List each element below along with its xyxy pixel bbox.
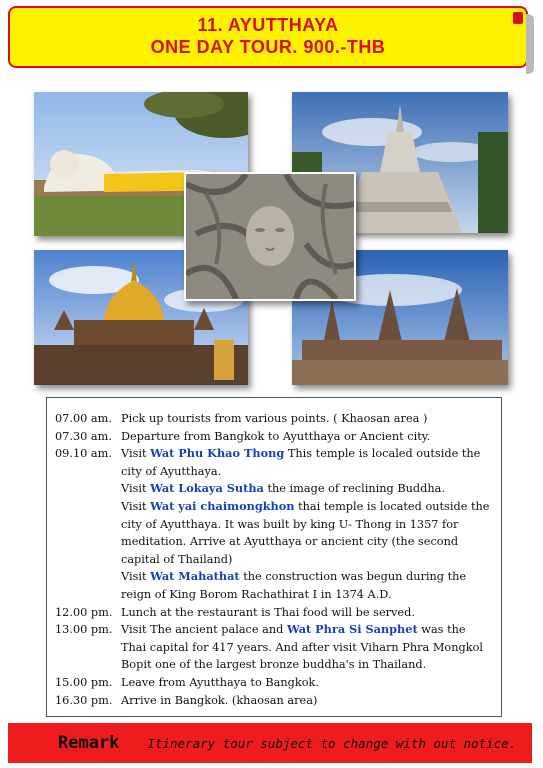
itinerary-row	[47, 621, 501, 674]
remark-text: Itinerary tour subject to change with out notice.	[147, 735, 517, 751]
itinerary-time: 12.00 pm.	[55, 605, 113, 619]
itinerary-time: 16.30 pm.	[55, 693, 113, 707]
itinerary-row	[47, 428, 501, 446]
temple-name: Wat Mahathat	[150, 569, 240, 584]
itinerary-row	[47, 692, 501, 710]
photo-buddha-head-tree	[184, 172, 356, 301]
itinerary-line	[121, 480, 495, 498]
itinerary-text: Visit	[121, 482, 151, 496]
itinerary-text: Lunch at the restaurant is Thai food will be served.	[121, 605, 415, 619]
itinerary-description	[121, 674, 501, 692]
itinerary-text: was the	[417, 623, 466, 637]
banner-tab	[513, 12, 523, 24]
itinerary-text: the image of reclining Buddha.	[263, 482, 445, 496]
itinerary-line	[121, 639, 495, 657]
itinerary-time: 15.00 pm.	[55, 675, 113, 689]
itinerary-time: 13.00 pm.	[55, 623, 113, 637]
itinerary-text: the construction was begun during the	[239, 570, 467, 584]
itinerary-line	[121, 463, 495, 481]
itinerary-line	[121, 445, 495, 463]
itinerary-line	[121, 586, 495, 604]
temple-name: Wat Lokaya Sutha	[150, 481, 264, 496]
itinerary-description	[121, 621, 501, 674]
remark-label: Remark	[58, 733, 120, 753]
itinerary-line	[121, 621, 495, 639]
temple-name: Wat yai chaimongkhon	[150, 498, 295, 513]
itinerary-time: 07.30 am.	[55, 429, 112, 443]
itinerary-text: Pick up tourists from various points. ( Khaosan area )	[121, 412, 428, 425]
itinerary-description	[121, 410, 501, 428]
title-line-2: ONE DAY TOUR. 900.-THB	[150, 37, 386, 57]
itinerary-line	[121, 533, 495, 551]
itinerary-text: This temple is localed outside the	[284, 447, 481, 461]
itinerary-text: city of Ayutthaya. It was built by king U- Thong in 1357 for	[121, 517, 459, 531]
itinerary-line	[121, 428, 495, 446]
temple-name: Wat Phu Khao Thong	[150, 446, 285, 461]
itinerary-text: Bopit one of the largest bronze buddha's in Thailand.	[121, 658, 427, 672]
temple-name: Wat Phra Si Sanphet	[287, 622, 418, 637]
itinerary-text: Visit The ancient palace and	[121, 623, 287, 637]
itinerary-description	[121, 604, 501, 622]
itinerary-line	[121, 692, 495, 710]
itinerary-text: Visit	[121, 499, 151, 513]
itinerary-description	[121, 445, 501, 603]
itinerary-line	[121, 516, 495, 534]
title-banner	[8, 6, 528, 68]
itinerary-row	[47, 445, 501, 603]
itinerary-description	[121, 428, 501, 446]
itinerary-description	[121, 692, 501, 710]
itinerary-row	[47, 674, 501, 692]
itinerary-line	[121, 498, 495, 516]
itinerary-text: Thai capital for 417 years. And after visit Viharn Phra Mongkol	[121, 640, 483, 654]
itinerary-text: Visit	[121, 570, 151, 584]
itinerary-row	[47, 604, 501, 622]
itinerary-text: capital of Thailand)	[121, 552, 233, 566]
itinerary-box	[46, 397, 502, 717]
itinerary-line	[121, 604, 495, 622]
itinerary-text: Departure from Bangkok to Ayutthaya or Ancient city.	[121, 429, 431, 443]
itinerary-line	[121, 568, 495, 586]
itinerary-row	[47, 410, 501, 428]
itinerary-text: reign of King Borom Rachathirat I in 1374 A.D.	[121, 587, 392, 601]
itinerary-line	[121, 656, 495, 674]
title-line-1: 11. AYUTTHAYA	[197, 15, 339, 35]
itinerary-text: Visit	[121, 447, 151, 461]
itinerary-text: Arrive in Bangkok. (khaosan area)	[121, 693, 318, 707]
itinerary-time: 07.00 am.	[55, 412, 112, 425]
itinerary-line	[121, 551, 495, 569]
itinerary-text: city of Ayutthaya.	[121, 464, 222, 478]
itinerary-time: 09.10 am.	[55, 447, 112, 461]
itinerary-line	[121, 674, 495, 692]
itinerary-text: meditation. Arrive at Ayutthaya or ancient city (the second	[121, 535, 459, 549]
itinerary-text: thai temple is located outside the	[294, 499, 490, 513]
itinerary-text: Leave from Ayutthaya to Bangkok.	[121, 675, 319, 689]
itinerary-line	[121, 410, 495, 428]
remark-bar	[8, 723, 532, 763]
